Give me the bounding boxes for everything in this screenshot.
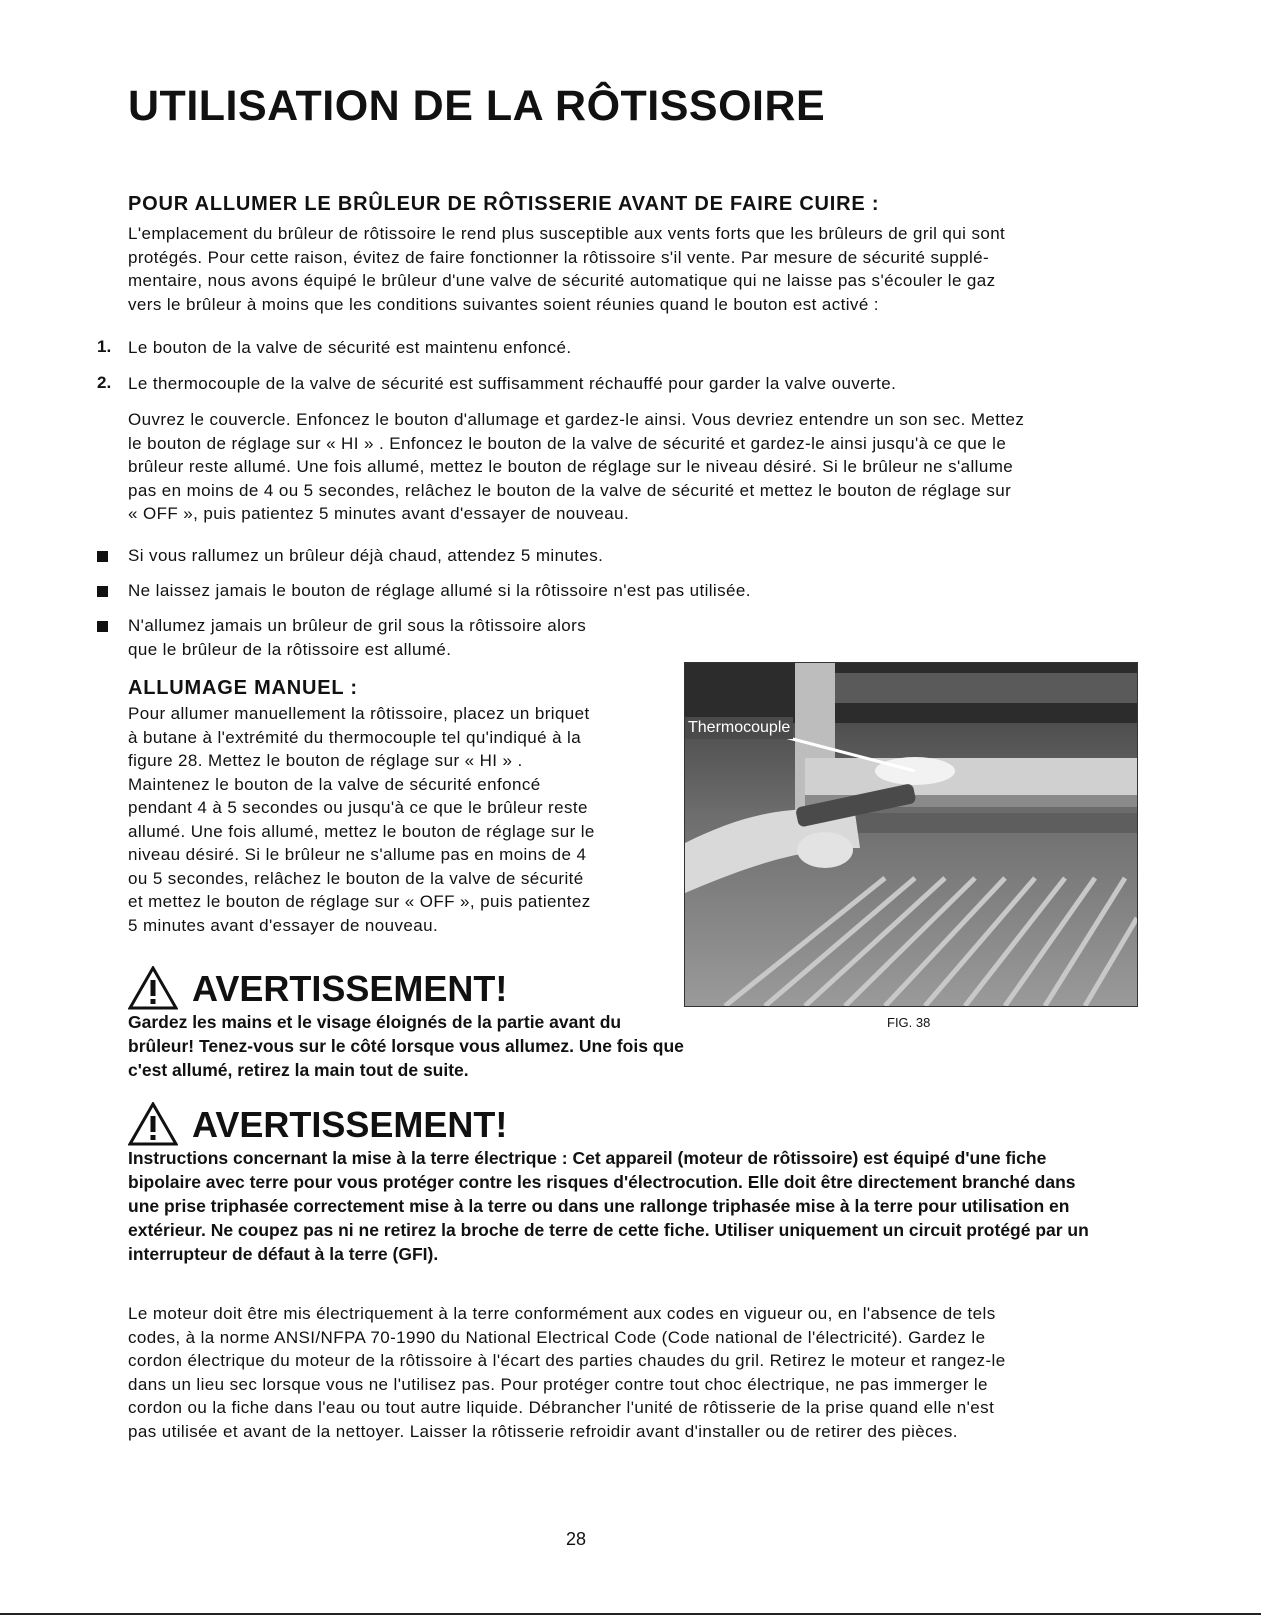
text-line: L'emplacement du brûleur de rôtissoire le rend plus susceptible aux vents forts que les brûleurs de gril qui sont [128, 224, 1006, 243]
text-line: bipolaire avec terre pour vous protéger contre les risques d'électrocution. Elle doit être directement branché dans [128, 1172, 1076, 1192]
step-number: 2. [97, 373, 112, 392]
manual-paragraph [128, 702, 595, 937]
text-line: Maintenez le bouton de la valve de sécurité enfoncé [128, 774, 541, 794]
instructions-paragraph [128, 408, 1024, 526]
text-line: Ouvrez le couvercle. Enfoncez le bouton d'allumage et gardez-le ainsi. Vous devriez entendre un son sec. Mettez [128, 410, 1025, 429]
text-line: niveau désiré. Si le brûleur ne s'allume pas en moins de 4 [128, 845, 587, 864]
bullet-marker [97, 586, 108, 597]
text-line: que le brûleur de la rôtissoire est allumé. [128, 639, 452, 659]
section-heading-lighting: POUR ALLUMER LE BRÛLEUR DE RÔTISSERIE AVANT DE FAIRE CUIRE : [128, 193, 880, 215]
text-line: Gardez les mains et le visage éloignés de la partie avant du [128, 1012, 622, 1032]
text-line: Le moteur doit être mis électriquement à la terre conformément aux codes en vigueur ou, en l'absence de tels [128, 1304, 996, 1323]
text-line: c'est allumé, retirez la main tout de suite. [128, 1060, 469, 1080]
text-line: vers le brûleur à moins que les conditions suivantes soient réunies quand le bouton est activé : [128, 294, 879, 314]
text-line: codes, à la norme ANSI/NFPA 70-1990 du National Electrical Code (Code national de l'électricité). Gardez le [128, 1327, 986, 1347]
text-line: brûleur reste allumé. Une fois allumé, mettez le bouton de réglage sur le niveau désiré. Si le brûleur ne s'allume [128, 457, 1014, 476]
section-intro [128, 222, 1005, 316]
figure-photo [684, 662, 1138, 1007]
bottom-rule [0, 1613, 1261, 1615]
text-line: et mettez le bouton de réglage sur « OFF », puis patientez [128, 892, 591, 911]
step-text: Le thermocouple de la valve de sécurité est suffisamment réchauffé pour garder la valve ouverte. [128, 374, 897, 393]
text-line: allumé. Une fois allumé, mettez le bouton de réglage sur le [128, 821, 595, 841]
warning-heading: AVERTISSEMENT! [192, 968, 508, 1009]
step-number: 1. [97, 337, 112, 356]
text-line: Instructions concernant la mise à la terre électrique : Cet appareil (moteur de rôtissoire) est équipé d'une fiche [128, 1148, 1047, 1168]
text-line: 5 minutes avant d'essayer de nouveau. [128, 915, 439, 935]
grill-photo-illustration [685, 663, 1137, 1006]
text-line: brûleur! Tenez-vous sur le côté lorsque vous allumez. Une fois que [128, 1036, 684, 1056]
bullet-text [128, 614, 586, 661]
text-line: N'allumez jamais un brûleur de gril sous la rôtissoire alors [128, 616, 587, 635]
text-line: Pour allumer manuellement la rôtissoire, placez un briquet [128, 704, 590, 723]
text-line: interrupteur de défaut à la terre (GFI). [128, 1244, 439, 1264]
figure-caption: FIG. 38 [887, 1015, 931, 1030]
text-line: le bouton de réglage sur « HI » . Enfoncez le bouton de la valve de sécurité et gardez-le ainsi jusqu'à ce que le [128, 433, 1007, 453]
text-line: « OFF », puis patientez 5 minutes avant d'essayer de nouveau. [128, 504, 630, 523]
page-title: UTILISATION DE LA RÔTISSOIRE [128, 82, 826, 130]
text-line: pas en moins de 4 ou 5 secondes, relâchez le bouton de la valve de sécurité et mettez le bouton de réglage sur [128, 480, 1012, 500]
warning-text [128, 1146, 1089, 1266]
text-line: pendant 4 à 5 secondes ou jusqu'à ce que le brûleur reste [128, 798, 588, 817]
warning-text [128, 1010, 684, 1082]
bullet-marker [97, 621, 108, 632]
text-line: figure 28. Mettez le bouton de réglage sur « HI » . [128, 751, 523, 770]
bullet-marker [97, 551, 108, 562]
page-number: 28 [566, 1529, 587, 1549]
text-line: une prise triphasée correctement mise à la terre ou dans une rallonge triphasée mise à la terre pour utilisation en [128, 1196, 1070, 1216]
bullet-text: Ne laissez jamais le bouton de réglage allumé si la rôtissoire n'est pas utilisée. [128, 581, 751, 600]
text-line: dans un lieu sec lorsque vous ne l'utilisez pas. Pour protéger contre tout choc électrique, ne pas immerger le [128, 1374, 988, 1394]
warning-triangle-icon [128, 1102, 178, 1146]
text-line: extérieur. Ne coupez pas ni ne retirez la broche de terre de cette fiche. Utiliser uniquement un circuit protégé par un [128, 1220, 1089, 1240]
step-text: Le bouton de la valve de sécurité est maintenu enfoncé. [128, 338, 572, 357]
section-heading-manual: ALLUMAGE MANUEL : [128, 677, 358, 699]
text-line: cordon électrique du moteur de la rôtissoire à l'écart des parties chaudes du gril. Retirez le moteur et rangez-le [128, 1351, 1006, 1370]
text-line: pas utilisée et avant de la nettoyer. Laisser la rôtisserie refroidir avant d'installer ou de retirer des pièces. [128, 1421, 958, 1441]
text-line: protégés. Pour cette raison, évitez de faire fonctionner la rôtissoire s'il vente. Par mesure de sécurité supplé- [128, 247, 990, 267]
bullet-text: Si vous rallumez un brûleur déjà chaud, attendez 5 minutes. [128, 546, 604, 565]
text-line: cordon ou la fiche dans l'eau ou tout autre liquide. Débrancher l'unité de rôtisserie de la prise quand elle n'est [128, 1398, 995, 1417]
text-line: ou 5 secondes, relâchez le bouton de la valve de sécurité [128, 868, 584, 888]
grounding-paragraph [128, 1302, 1006, 1443]
warning-triangle-icon [128, 966, 178, 1010]
thermocouple-label: Thermocouple [685, 717, 793, 739]
warning-heading: AVERTISSEMENT! [192, 1104, 508, 1145]
text-line: à butane à l'extrémité du thermocouple tel qu'indiqué à la [128, 727, 582, 747]
text-line: mentaire, nous avons équipé le brûleur d'une valve de sécurité automatique qui ne laisse pas s'écouler le gaz [128, 271, 996, 290]
